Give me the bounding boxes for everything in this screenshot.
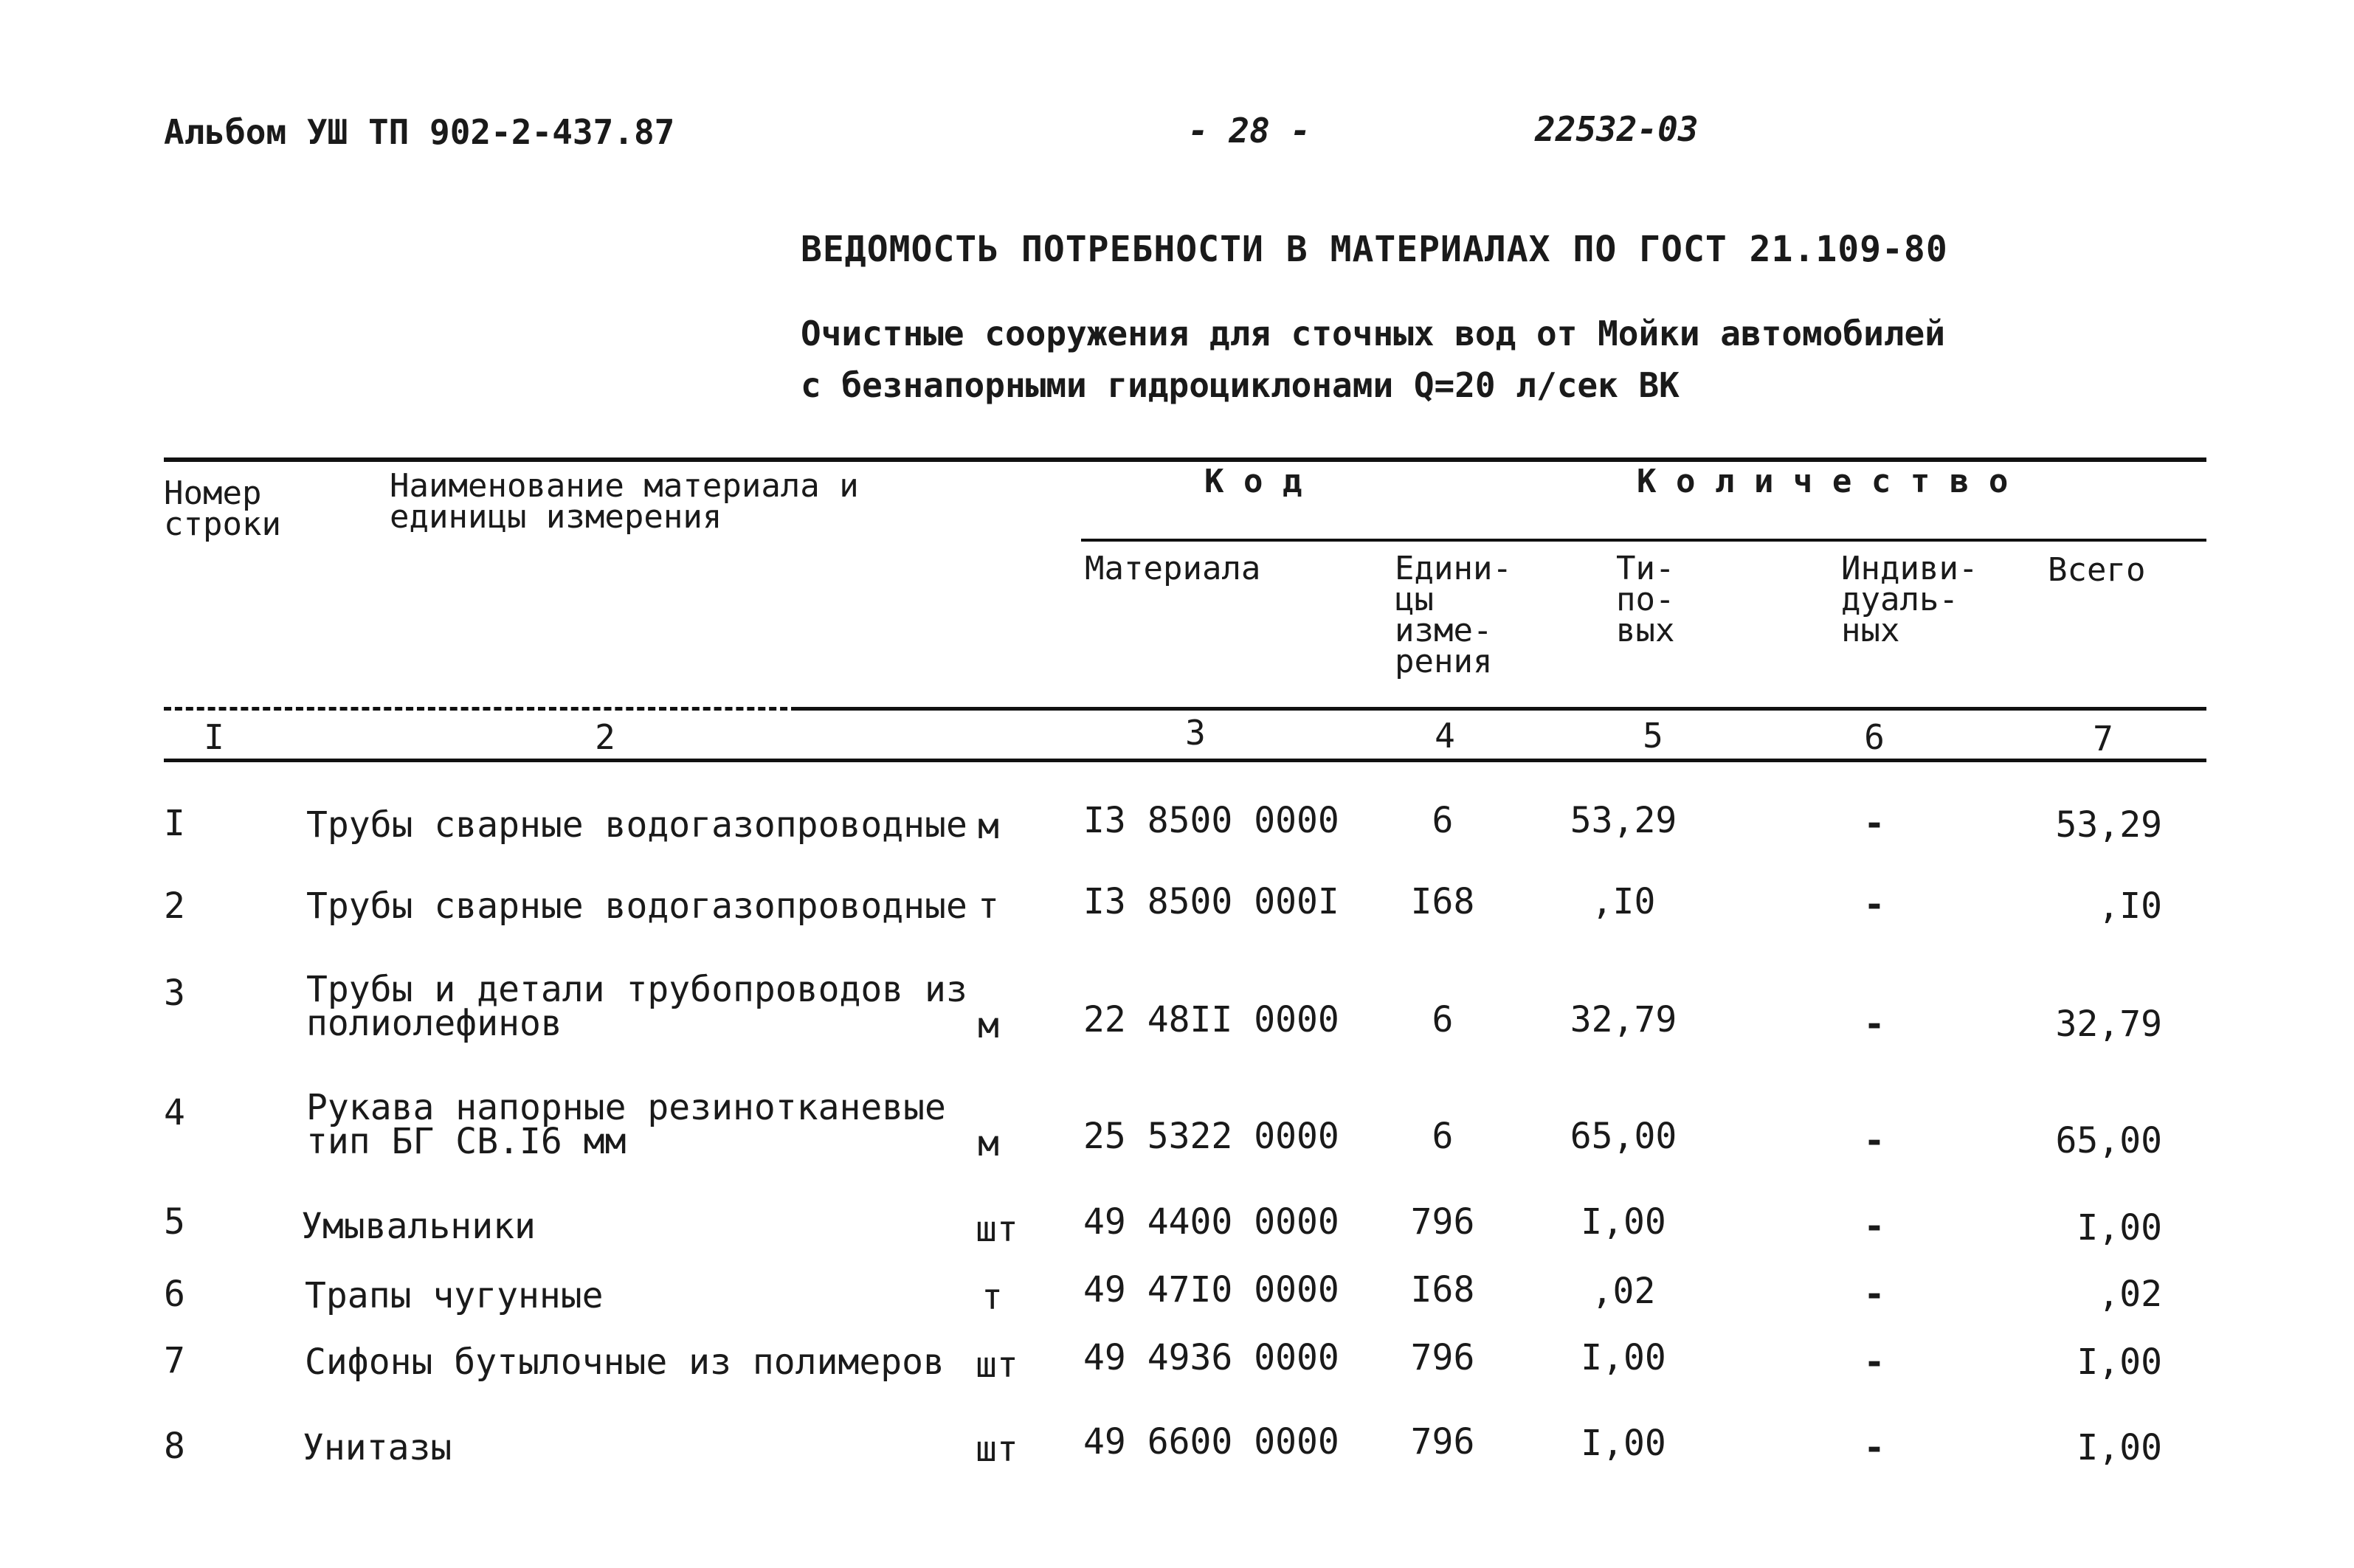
- row-total-qty: 65,00: [2055, 1120, 2162, 1161]
- row-unit-code: 796: [1410, 1201, 1475, 1243]
- col-row-number-header: Номер строки: [164, 474, 281, 543]
- row-unit-code: 6: [1432, 1116, 1454, 1157]
- row-typical-qty: 32,79: [1570, 999, 1677, 1040]
- row-unit-code: 6: [1432, 800, 1454, 841]
- row-typical-qty: 53,29: [1570, 800, 1677, 841]
- table-top-rule: [164, 457, 2206, 462]
- row-individual-qty: -: [1863, 1274, 1885, 1315]
- row-number: 2: [164, 885, 185, 927]
- row-number: 6: [164, 1274, 185, 1315]
- col-number-5: 5: [1643, 716, 1663, 756]
- col-number-2: 2: [595, 717, 615, 757]
- row-unit-code: I68: [1410, 881, 1475, 922]
- row-individual-qty: -: [1863, 1206, 1885, 1247]
- row-typical-qty: I,00: [1581, 1337, 1666, 1378]
- row-number: 8: [164, 1426, 185, 1467]
- row-number: 5: [164, 1201, 185, 1243]
- row-unit: м: [978, 1005, 999, 1046]
- row-material-name: Трубы и детали трубопроводов из полиолефинов: [306, 969, 967, 1044]
- code-group-header: К о д: [1204, 463, 1302, 500]
- row-number: 3: [164, 973, 185, 1014]
- row-typical-qty: ,I0: [1591, 881, 1656, 922]
- row-total-qty: I,00: [2077, 1341, 2162, 1383]
- row-number: 7: [164, 1340, 185, 1381]
- page-title: ВЕДОМОСТЬ ПОТРЕБНОСТИ В МАТЕРИАЛАХ ПО ГОСТ 21.109-80: [801, 229, 1948, 270]
- col-number-3: 3: [1185, 713, 1206, 753]
- quantity-group-header: К о л и ч е с т в о: [1637, 463, 2009, 500]
- row-individual-qty: -: [1863, 884, 1885, 925]
- row-unit-code: 796: [1410, 1421, 1475, 1462]
- subtitle-line-2: с безнапорными гидроциклонами Q=20 л/сек ВК: [801, 365, 1680, 405]
- row-unit: м: [978, 1123, 999, 1164]
- col-unit-header: Едини- цы изме- рения: [1395, 550, 1512, 680]
- row-unit: шт: [976, 1429, 1018, 1470]
- row-individual-qty: -: [1863, 803, 1885, 844]
- row-material-name: Унитазы: [303, 1427, 452, 1468]
- row-material-code: 49 4400 0000: [1083, 1201, 1339, 1243]
- album-reference: Альбом УШ ТП 902-2-437.87: [164, 112, 675, 152]
- col-number-1: I: [204, 717, 224, 757]
- subtitle-line-1: Очистные сооружения для сточных вод от Мойки автомобилей: [801, 314, 1945, 353]
- row-typical-qty: I,00: [1581, 1201, 1666, 1243]
- row-individual-qty: -: [1863, 1120, 1885, 1161]
- column-number-rule: [164, 759, 2206, 762]
- row-unit: т: [981, 1277, 1003, 1318]
- col-number-7: 7: [2093, 719, 2113, 759]
- row-total-qty: ,I0: [2098, 885, 2162, 927]
- row-typical-qty: 65,00: [1570, 1116, 1677, 1157]
- row-unit: м: [978, 806, 999, 847]
- row-material-code: 25 5322 0000: [1083, 1116, 1339, 1157]
- col-total-header: Всего: [2048, 551, 2146, 589]
- row-typical-qty: I,00: [1581, 1423, 1666, 1464]
- row-number: I: [164, 803, 185, 844]
- col-number-4: 4: [1435, 716, 1455, 756]
- page-number: - 28 -: [1188, 111, 1311, 151]
- row-unit: шт: [976, 1209, 1018, 1250]
- row-material-name: Сифоны бутылочные из полимеров: [305, 1341, 945, 1383]
- row-material-name: Рукава напорные резинотканевые тип БГ СВ.I6 мм: [306, 1087, 946, 1162]
- row-total-qty: I,00: [2077, 1427, 2162, 1468]
- row-unit: шт: [976, 1344, 1018, 1386]
- col-name-header: Наименование материала и единицы измерения: [390, 467, 859, 536]
- row-material-name: Трапы чугунные: [305, 1275, 604, 1316]
- header-bottom-rule: [798, 707, 2206, 711]
- row-material-name: Умывальники: [301, 1206, 536, 1247]
- row-total-qty: 53,29: [2055, 804, 2162, 846]
- document-code: 22532-03: [1535, 109, 1699, 149]
- row-unit-code: 6: [1432, 999, 1454, 1040]
- row-unit-code: I68: [1410, 1269, 1475, 1310]
- row-individual-qty: -: [1863, 1427, 1885, 1468]
- col-number-6: 6: [1864, 717, 1885, 757]
- row-typical-qty: ,02: [1591, 1271, 1656, 1312]
- row-total-qty: I,00: [2077, 1207, 2162, 1248]
- row-individual-qty: -: [1863, 1341, 1885, 1383]
- col-material-header: Материала: [1085, 550, 1261, 587]
- row-total-qty: 32,79: [2055, 1004, 2162, 1045]
- row-material-code: I3 8500 0000: [1083, 800, 1339, 841]
- row-individual-qty: -: [1863, 1004, 1885, 1045]
- code-group-rule: [1081, 539, 2206, 542]
- row-number: 4: [164, 1092, 185, 1133]
- row-material-code: 49 4936 0000: [1083, 1337, 1339, 1378]
- row-material-name: Трубы сварные водогазопроводные: [306, 804, 967, 846]
- col-individual-header: Индиви- дуаль- ных: [1841, 550, 1978, 649]
- header-dashed-rule: [164, 707, 798, 711]
- row-total-qty: ,02: [2098, 1274, 2162, 1315]
- row-material-code: 49 6600 0000: [1083, 1421, 1339, 1462]
- row-unit-code: 796: [1410, 1337, 1475, 1378]
- row-material-code: I3 8500 000I: [1083, 881, 1339, 922]
- row-material-code: 22 48II 0000: [1083, 999, 1339, 1040]
- row-material-name: Трубы сварные водогазопроводные: [306, 885, 967, 927]
- col-typical-header: Ти- по- вых: [1616, 550, 1675, 649]
- row-unit: т: [978, 885, 999, 927]
- row-material-code: 49 47I0 0000: [1083, 1269, 1339, 1310]
